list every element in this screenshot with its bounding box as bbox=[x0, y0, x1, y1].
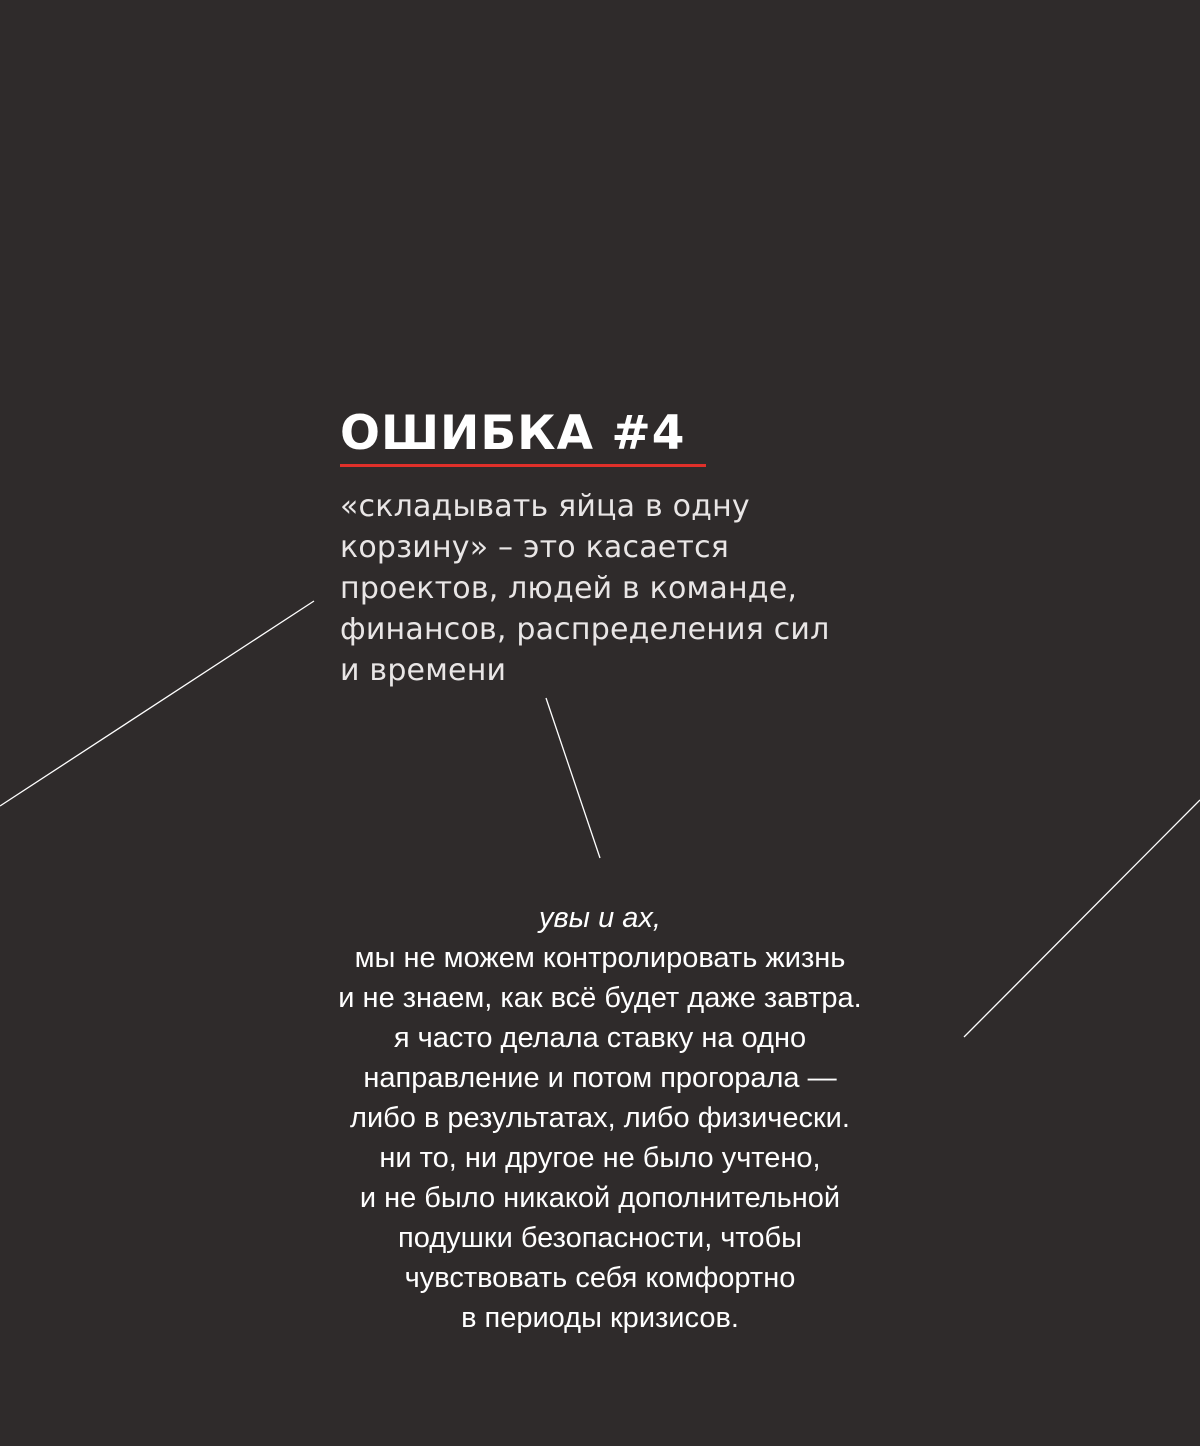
heading-block bbox=[340, 404, 706, 467]
subtitle-line: и времени bbox=[340, 653, 507, 688]
subtitle-line: финансов, распределения сил bbox=[340, 612, 830, 647]
subtitle-line: «складывать яйца в одну bbox=[340, 489, 750, 524]
body-intro: увы и ах, bbox=[539, 902, 661, 934]
subtitle-line: проектов, людей в команде, bbox=[340, 571, 798, 606]
body-line: в периоды кризисов. bbox=[461, 1302, 739, 1334]
body-line: мы не можем контролировать жизнь bbox=[354, 942, 846, 974]
body-line: и не знаем, как всё будет даже завтра. bbox=[338, 982, 862, 1014]
decorative-line-center bbox=[546, 698, 600, 858]
body-line: ни то, ни другое не было учтено, bbox=[379, 1142, 821, 1174]
body-line: и не было никакой дополнительной bbox=[359, 1182, 841, 1214]
body-line: чувствовать себя комфортно bbox=[404, 1262, 796, 1294]
decorative-line-left bbox=[0, 601, 314, 806]
body-line: подушки безопасности, чтобы bbox=[398, 1222, 802, 1254]
page-title: ОШИБКА #4 bbox=[340, 406, 686, 461]
body-line: направление и потом прогорала — bbox=[363, 1062, 837, 1094]
subtitle-line: корзину» – это касается bbox=[340, 530, 730, 565]
subtitle bbox=[340, 486, 900, 691]
body-line: я часто делала ставку на одно bbox=[393, 1022, 807, 1054]
body-paragraph bbox=[200, 898, 1000, 1338]
heading-underline bbox=[340, 464, 706, 467]
body-line: либо в результатах, либо физически. bbox=[350, 1102, 850, 1134]
